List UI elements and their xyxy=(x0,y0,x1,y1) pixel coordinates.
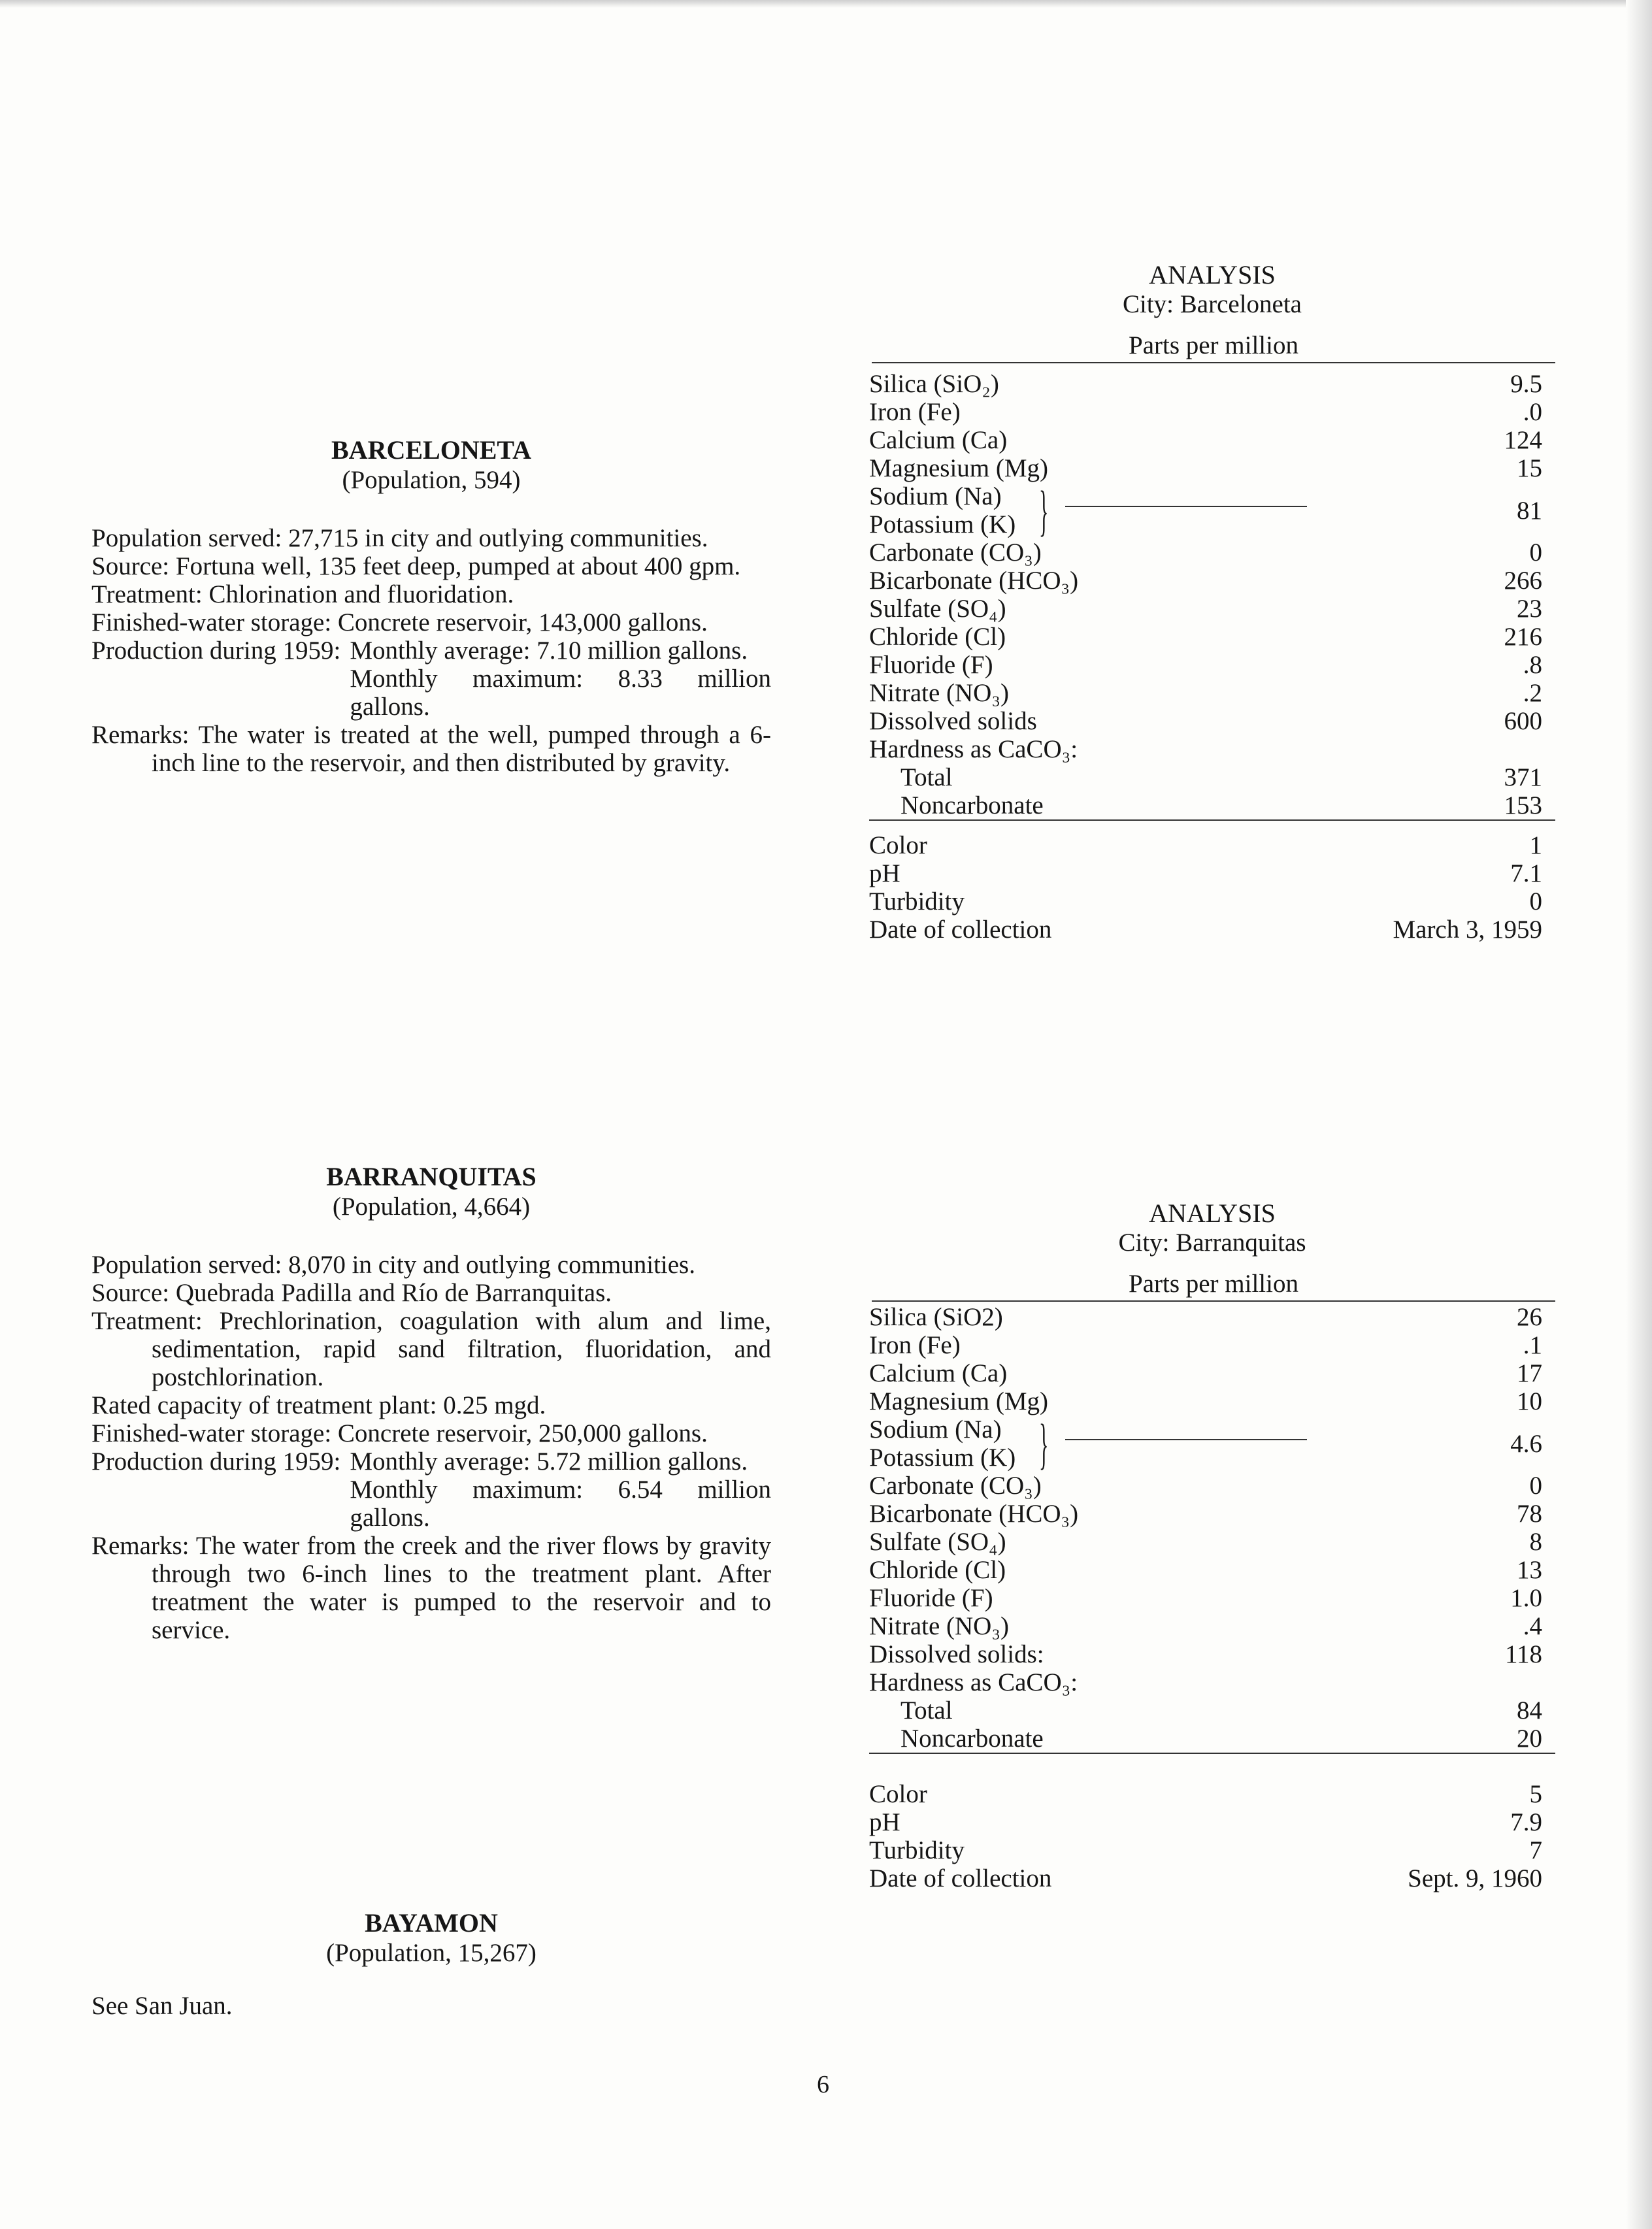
analysis-label: Iron (Fe) xyxy=(869,398,961,426)
analysis-value: 15 xyxy=(1517,454,1542,482)
analysis-value: 153 xyxy=(1504,791,1542,819)
analysis-value: 13 xyxy=(1517,1556,1542,1584)
analysis-value: 266 xyxy=(1504,567,1542,595)
analysis-row xyxy=(869,370,1555,398)
analysis-label: Calcium (Ca) xyxy=(869,426,1008,454)
analysis-row xyxy=(869,1500,1555,1528)
analysis-units: Parts per million xyxy=(872,1269,1555,1302)
analysis-row xyxy=(869,1864,1555,1892)
analysis-rows xyxy=(869,1303,1555,1892)
analysis-value: .8 xyxy=(1523,651,1542,679)
analysis-label: Sodium (Na) xyxy=(869,1415,1002,1444)
remarks: Remarks: The water from the creek and the river flows by gravity through two 6-inch lines to the treatment plant. After treatment the water is pumped to the reservoir and to service. xyxy=(91,1532,771,1644)
analysis-label: Fluoride (F) xyxy=(869,651,993,679)
bayamon-section xyxy=(91,1908,771,2020)
sodium-potassium-group xyxy=(869,479,1555,542)
analysis-value: 81 xyxy=(1517,497,1542,525)
analysis-value: 371 xyxy=(1504,763,1542,791)
analysis-label: Potassium (K) xyxy=(869,1444,1016,1472)
analysis-value: March 3, 1959 xyxy=(1393,916,1542,944)
analysis-value: 7.1 xyxy=(1510,859,1542,887)
analysis-label: pH xyxy=(869,1808,900,1836)
production xyxy=(91,1447,771,1532)
analysis-label: Turbidity xyxy=(869,1836,965,1864)
analysis-value: .1 xyxy=(1523,1331,1542,1359)
analysis-row xyxy=(869,859,1555,887)
barranquitas-section xyxy=(91,1162,771,1644)
analysis-label: Turbidity xyxy=(869,887,965,916)
analysis-label: Chloride (Cl) xyxy=(869,1556,1006,1584)
analysis-label: Nitrate (NO₃) xyxy=(869,679,1009,707)
storage: Finished-water storage: Concrete reservoir, 250,000 gallons. xyxy=(91,1419,708,1447)
analysis-row xyxy=(869,567,1555,595)
analysis-value: 600 xyxy=(1504,707,1542,735)
analysis-value: 0 xyxy=(1529,887,1542,916)
analysis-value: 1.0 xyxy=(1510,1584,1542,1612)
analysis-row xyxy=(869,679,1555,707)
production-maximum: Monthly maximum: 8.33 million gallons. xyxy=(350,665,771,721)
analysis-label: Total xyxy=(900,1696,953,1725)
section-title: BARRANQUITAS xyxy=(326,1162,537,1191)
production-average: Monthly average: 5.72 million gallons. xyxy=(350,1447,748,1476)
barranquitas-analysis xyxy=(869,1198,1555,1892)
analysis-value: 7 xyxy=(1529,1836,1542,1864)
analysis-label: Carbonate (CO₃) xyxy=(869,538,1042,567)
barceloneta-section xyxy=(91,435,771,777)
analysis-value: 1 xyxy=(1529,831,1542,859)
analysis-value: 10 xyxy=(1517,1387,1542,1415)
analysis-row xyxy=(869,1640,1555,1668)
analysis-label: Noncarbonate xyxy=(900,1725,1044,1753)
treatment: Treatment: Prechlorination, coagulation with alum and lime, sedimentation, rapid sand filtration, fluoridation, and postchlorination. xyxy=(91,1307,771,1391)
analysis-value: 9.5 xyxy=(1510,370,1542,398)
analysis-value: Sept. 9, 1960 xyxy=(1408,1864,1542,1892)
analysis-label: Bicarbonate (HCO₃) xyxy=(869,1500,1079,1528)
analysis-label: Sulfate (SO₄) xyxy=(869,1528,1006,1556)
analysis-label: Calcium (Ca) xyxy=(869,1359,1008,1387)
analysis-row xyxy=(869,1528,1555,1556)
analysis-row xyxy=(869,538,1555,567)
analysis-row xyxy=(869,1303,1555,1331)
analysis-row xyxy=(869,1556,1555,1584)
analysis-row xyxy=(869,887,1555,916)
brace-line xyxy=(1065,506,1307,507)
analysis-label: pH xyxy=(869,859,900,887)
scan-shadow xyxy=(1626,0,1652,2229)
analysis-row xyxy=(869,398,1555,426)
analysis-label: Sulfate (SO₄) xyxy=(869,595,1006,623)
analysis-value: 23 xyxy=(1517,595,1542,623)
analysis-row xyxy=(869,831,1555,859)
analysis-row xyxy=(869,1780,1555,1808)
analysis-label: Date of collection xyxy=(869,916,1052,944)
analysis-value: 4.6 xyxy=(1510,1430,1542,1458)
analysis-row xyxy=(869,1472,1555,1500)
analysis-row xyxy=(869,1331,1555,1359)
analysis-row xyxy=(869,623,1555,651)
analysis-row xyxy=(869,651,1555,679)
analysis-value: 26 xyxy=(1517,1303,1542,1331)
section-population: (Population, 4,664) xyxy=(332,1193,531,1221)
section-title: BARCELONETA xyxy=(331,435,531,465)
population-served: Population served: 8,070 in city and outlying communities. xyxy=(91,1251,695,1279)
analysis-value: .0 xyxy=(1523,398,1542,426)
analysis-title: ANALYSIS xyxy=(1149,1198,1276,1228)
analysis-row xyxy=(869,1387,1555,1415)
production-label: Production during 1959: xyxy=(91,636,341,665)
analysis-city: City: Barranquitas xyxy=(1118,1229,1306,1257)
analysis-value: 5 xyxy=(1529,1780,1542,1808)
production-maximum: Monthly maximum: 6.54 million gallons. xyxy=(350,1476,771,1532)
analysis-label: Silica (SiO₂) xyxy=(869,370,999,398)
analysis-label: Hardness as CaCO₃: xyxy=(869,735,1078,763)
analysis-row xyxy=(869,426,1555,454)
analysis-title: ANALYSIS xyxy=(1149,260,1276,289)
analysis-value: 8 xyxy=(1529,1528,1542,1556)
analysis-label: Bicarbonate (HCO₃) xyxy=(869,567,1079,595)
analysis-label: Carbonate (CO₃) xyxy=(869,1472,1042,1500)
analysis-label: Iron (Fe) xyxy=(869,1331,961,1359)
production xyxy=(91,636,771,721)
analysis-value: 118 xyxy=(1504,1640,1542,1668)
analysis-row xyxy=(869,1612,1555,1640)
analysis-value: 0 xyxy=(1529,538,1542,567)
treatment: Treatment: Chlorination and fluoridation. xyxy=(91,580,514,608)
analysis-label: Total xyxy=(900,763,953,791)
analysis-label: Magnesium (Mg) xyxy=(869,1387,1049,1415)
analysis-value: 78 xyxy=(1517,1500,1542,1528)
brace-mark: } xyxy=(1039,479,1049,542)
analysis-row xyxy=(869,1808,1555,1836)
analysis-label: Chloride (Cl) xyxy=(869,623,1006,651)
barceloneta-analysis xyxy=(869,260,1555,944)
page-number: 6 xyxy=(817,2071,829,2098)
source: Source: Fortuna well, 135 feet deep, pumped at about 400 gpm. xyxy=(91,552,741,580)
sodium-potassium-group xyxy=(869,1412,1555,1475)
population-served: Population served: 27,715 in city and outlying communities. xyxy=(91,524,708,552)
analysis-value: 20 xyxy=(1517,1725,1542,1753)
analysis-value: 7.9 xyxy=(1510,1808,1542,1836)
analysis-label: Potassium (K) xyxy=(869,510,1016,538)
cross-reference: See San Juan. xyxy=(91,1992,233,2020)
analysis-label: Hardness as CaCO₃: xyxy=(869,1668,1078,1696)
analysis-value: 124 xyxy=(1504,426,1542,454)
storage: Finished-water storage: Concrete reservoir, 143,000 gallons. xyxy=(91,608,708,636)
analysis-label: Sodium (Na) xyxy=(869,482,1002,510)
source: Source: Quebrada Padilla and Río de Barranquitas. xyxy=(91,1279,612,1307)
analysis-row xyxy=(869,1584,1555,1612)
analysis-value: 84 xyxy=(1517,1696,1542,1725)
brace-line xyxy=(1065,1439,1307,1440)
analysis-label: Dissolved solids xyxy=(869,707,1037,735)
analysis-row xyxy=(869,1359,1555,1387)
analysis-label: Color xyxy=(869,1780,927,1808)
analysis-label: Noncarbonate xyxy=(900,791,1044,819)
analysis-value: 17 xyxy=(1517,1359,1542,1387)
analysis-value: .2 xyxy=(1523,679,1542,707)
brace-mark: } xyxy=(1039,1412,1049,1475)
production-label: Production during 1959: xyxy=(91,1447,341,1476)
section-title: BAYAMON xyxy=(365,1908,498,1938)
analysis-label: Dissolved solids: xyxy=(869,1640,1044,1668)
analysis-label: Magnesium (Mg) xyxy=(869,454,1049,482)
analysis-value: 0 xyxy=(1529,1472,1542,1500)
scan-edge xyxy=(0,0,1652,8)
analysis-units: Parts per million xyxy=(872,331,1555,363)
analysis-label: Fluoride (F) xyxy=(869,1584,993,1612)
analysis-value: 216 xyxy=(1504,623,1542,651)
analysis-row xyxy=(869,595,1555,623)
section-population: (Population, 15,267) xyxy=(326,1939,537,1967)
analysis-row xyxy=(869,1836,1555,1864)
analysis-label: Silica (SiO2) xyxy=(869,1303,1003,1331)
analysis-value: .4 xyxy=(1523,1612,1542,1640)
remarks: Remarks: The water is treated at the well, pumped through a 6-inch line to the reservoir, and then distributed by gravity. xyxy=(91,721,771,777)
analysis-label: Date of collection xyxy=(869,1864,1052,1892)
analysis-label: Nitrate (NO₃) xyxy=(869,1612,1009,1640)
production-average: Monthly average: 7.10 million gallons. xyxy=(350,636,748,665)
analysis-rows xyxy=(869,370,1555,944)
analysis-row xyxy=(869,916,1555,944)
analysis-row xyxy=(869,454,1555,482)
analysis-city: City: Barceloneta xyxy=(1123,290,1302,318)
analysis-row xyxy=(869,707,1555,735)
analysis-label: Color xyxy=(869,831,927,859)
capacity: Rated capacity of treatment plant: 0.25 mgd. xyxy=(91,1391,546,1419)
section-population: (Population, 594) xyxy=(342,466,521,494)
